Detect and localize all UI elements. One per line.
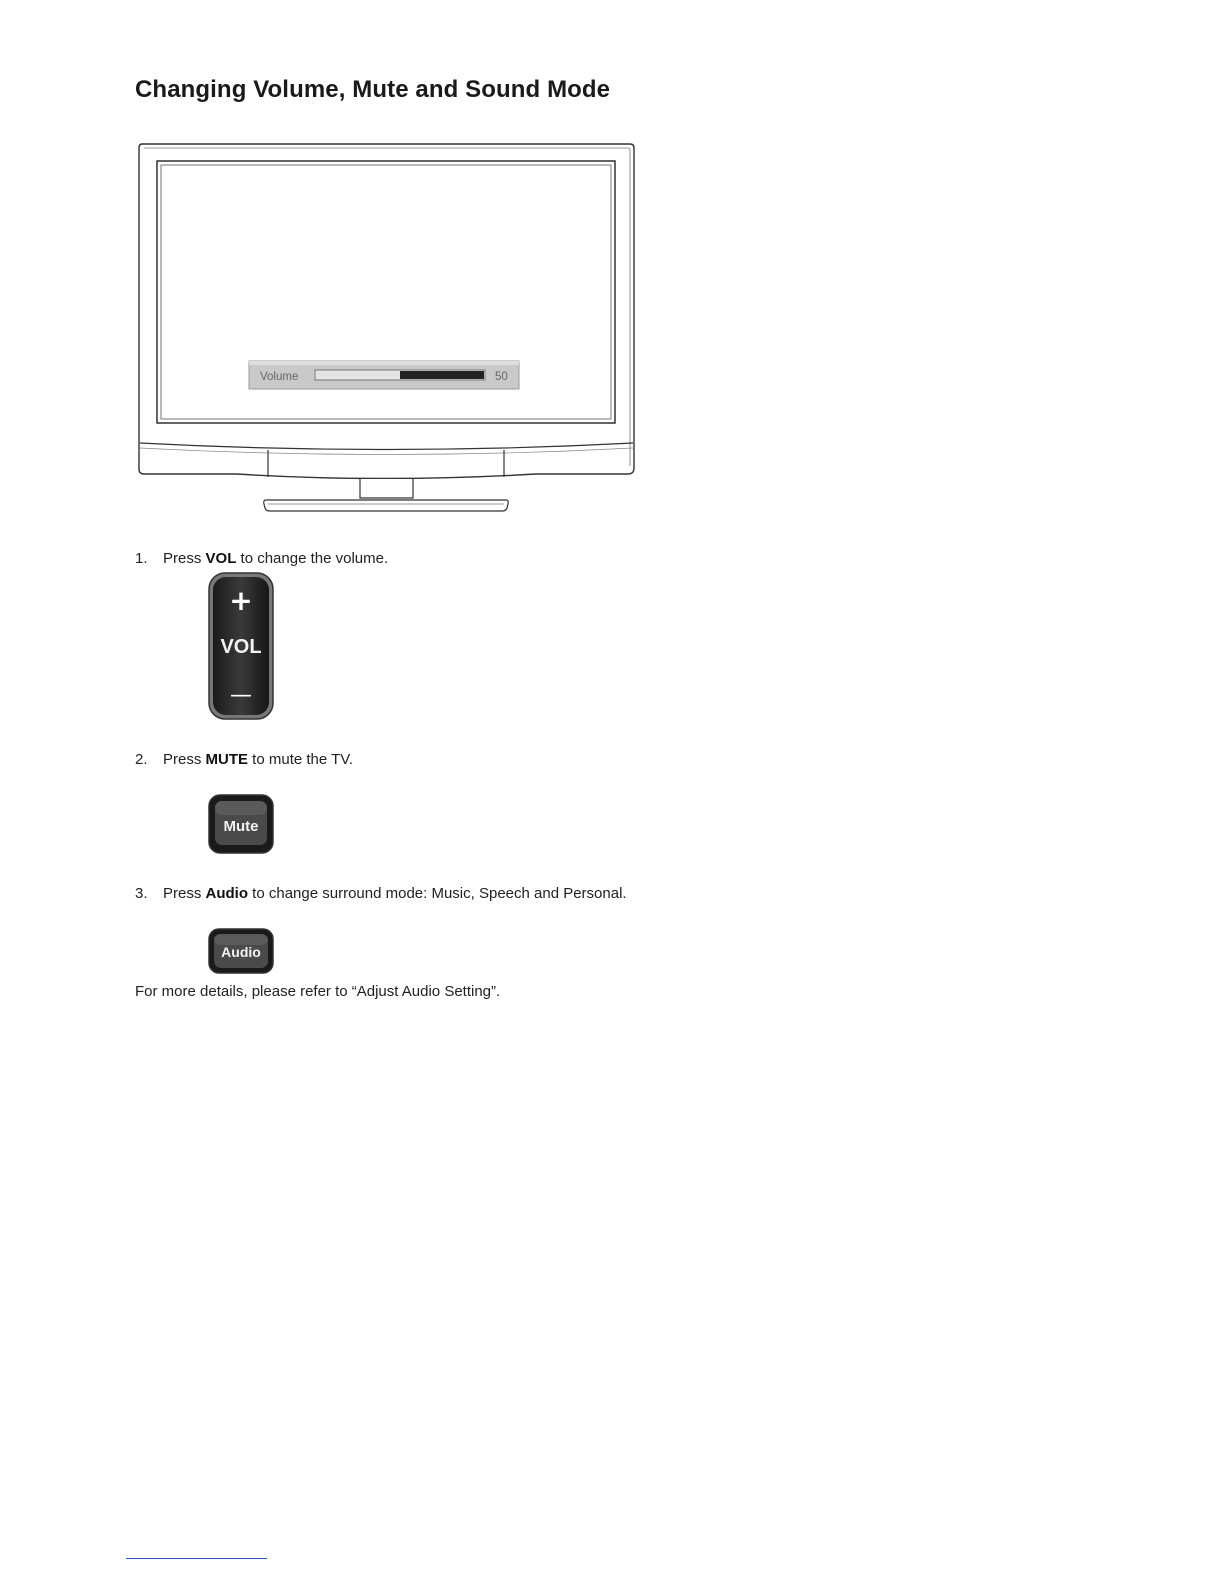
step-2: 2. Press MUTE to mute the TV. [135,751,354,768]
vol-rocker-button [208,572,274,720]
step-2-key: MUTE [205,751,249,768]
step-1: 1. Press VOL to change the volume. [135,550,389,567]
footer-note: For more details, please refer to “Adjust Audio Setting”. [135,983,501,1000]
mute-button [208,794,274,854]
step-1-number: 1. [135,550,148,567]
step-3-key: Audio [205,885,249,902]
step-1-key: VOL [205,550,237,567]
plus-icon: + [229,584,253,617]
page-title: Changing Volume, Mute and Sound Mode [135,76,611,103]
mute-label: Mute [223,818,259,835]
audio-label: Audio [221,944,261,960]
volume-osd-value: 50 [495,371,508,383]
volume-level-fill [400,371,484,379]
minus-icon: — [230,683,252,708]
tv-illustration [136,140,636,518]
audio-button [208,928,274,974]
step-3: 3. Press Audio to change surround mode: Music, Speech and Personal. [135,885,627,902]
step-2-number: 2. [135,751,148,768]
vol-label: VOL [220,636,262,658]
volume-osd [249,361,519,389]
footnote-separator [126,1558,267,1559]
step-3-number: 3. [135,885,148,902]
volume-osd-label: Volume [260,371,299,383]
